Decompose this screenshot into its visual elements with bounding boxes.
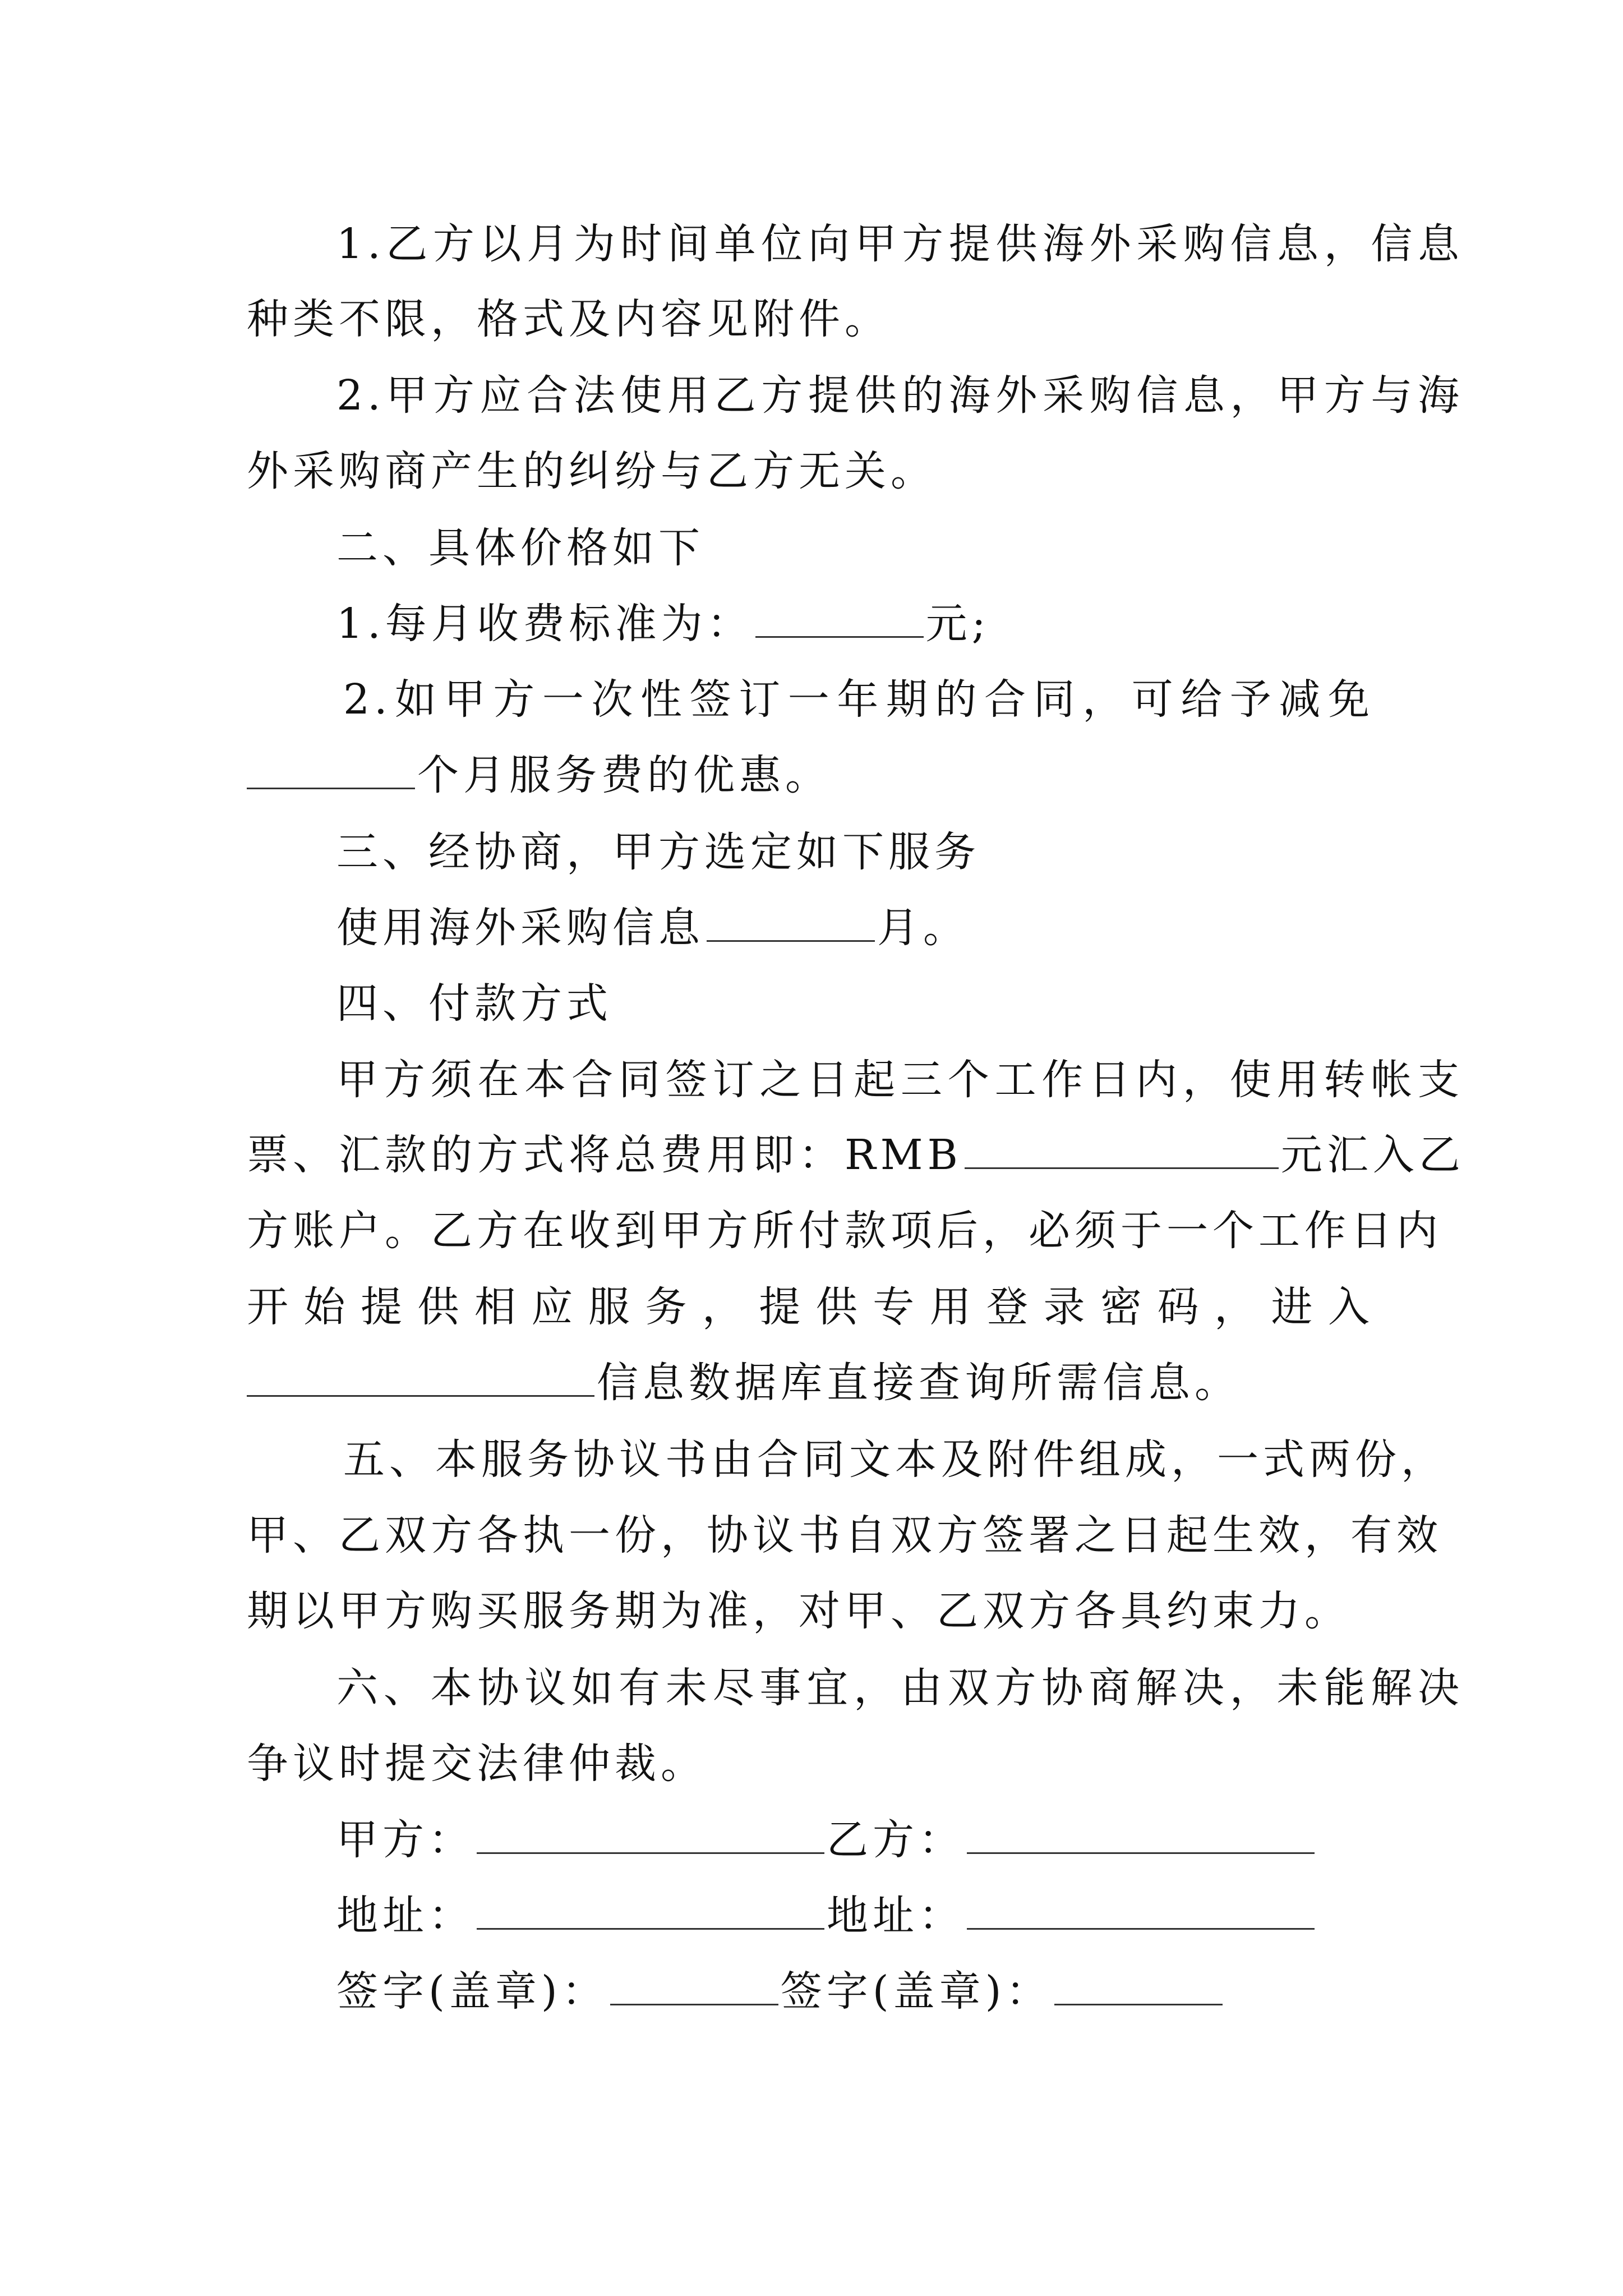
service-months-blank xyxy=(707,936,875,942)
party-b-blank xyxy=(967,1848,1315,1854)
payment-line-1: 甲方须在本合同签订之日起三个工作日内，使用转帐支 xyxy=(336,1056,1464,1104)
payment-line-5-text: 信息数据库直接查询所需信息。 xyxy=(597,1359,1241,1407)
monthly-fee-unit: 元; xyxy=(925,600,990,648)
signature-line xyxy=(336,1967,1225,2016)
clause-1-line-1: 1.乙方以月为时间单位向甲方提供海外采购信息，信息 xyxy=(336,220,1464,268)
clause-5-line-2: 甲、乙双方各执一份，协议书自双方签署之日起生效，有效 xyxy=(247,1511,1442,1559)
payment-amount-blank xyxy=(965,1163,1279,1169)
payment-line-3: 方账户。乙方在收到甲方所付款项后，必须于一个工作日内 xyxy=(247,1207,1442,1255)
discount-line-2 xyxy=(247,751,831,799)
payment-line-2-text: 票、汇款的方式将总费用即：RMB xyxy=(247,1131,962,1179)
party-b-label: 乙方： xyxy=(827,1816,965,1864)
sign-a-label: 签字(盖章)： xyxy=(336,1967,608,2016)
section-2-heading: 二、具体价格如下 xyxy=(336,524,704,572)
address-line xyxy=(336,1892,1317,1940)
sign-b-blank xyxy=(1054,1999,1223,2005)
clause-6-line-2: 争议时提交法律仲裁。 xyxy=(247,1740,707,1788)
section-3-heading: 三、经协商，甲方选定如下服务 xyxy=(336,828,980,876)
clause-1-line-2: 种类不限，格式及内容见附件。 xyxy=(247,295,891,343)
monthly-fee-label: 1.每月收费标准为： xyxy=(336,600,753,648)
service-unit: 月。 xyxy=(877,904,969,952)
party-a-label: 甲方： xyxy=(336,1816,474,1864)
payment-line-5 xyxy=(247,1359,1241,1407)
sign-a-blank xyxy=(610,1999,778,2005)
party-line xyxy=(336,1816,1317,1864)
service-line xyxy=(336,904,969,952)
payment-line-2 xyxy=(247,1131,1465,1179)
address-b-label: 地址： xyxy=(827,1892,965,1940)
clause-2-line-1: 2.甲方应合法使用乙方提供的海外采购信息，甲方与海 xyxy=(336,371,1464,420)
monthly-fee-line xyxy=(336,600,990,648)
address-b-blank xyxy=(967,1924,1315,1930)
discount-months-blank xyxy=(247,783,415,789)
monthly-fee-blank xyxy=(755,632,924,638)
section-4-heading: 四、付款方式 xyxy=(336,979,612,1028)
address-a-blank xyxy=(477,1924,824,1930)
service-label: 使用海外采购信息 xyxy=(336,904,704,952)
clause-5-line-1: 五、本服务协议书由合同文本及附件组成，一式两份， xyxy=(343,1435,1447,1484)
sign-b-label: 签字(盖章)： xyxy=(780,1967,1052,2016)
address-a-label: 地址： xyxy=(336,1892,474,1940)
discount-line-2-text: 个月服务费的优惠。 xyxy=(417,751,831,799)
payment-line-4: 开始提供相应服务，提供专用登录密码，进入 xyxy=(247,1283,1374,1331)
party-a-blank xyxy=(477,1848,824,1854)
clause-5-line-3: 期以甲方购买服务期为准，对甲、乙双方各具约束力。 xyxy=(247,1587,1350,1635)
clause-6-line-1: 六、本协议如有未尽事宜，由双方协商解决，未能解决 xyxy=(336,1664,1464,1712)
clause-2-line-2: 外采购商产生的纠纷与乙方无关。 xyxy=(247,447,937,495)
database-name-blank xyxy=(247,1391,594,1397)
discount-line-1: 2.如甲方一次性签订一年期的合同，可给予减免 xyxy=(343,675,1374,724)
payment-line-2-end: 元汇入乙 xyxy=(1280,1131,1465,1179)
